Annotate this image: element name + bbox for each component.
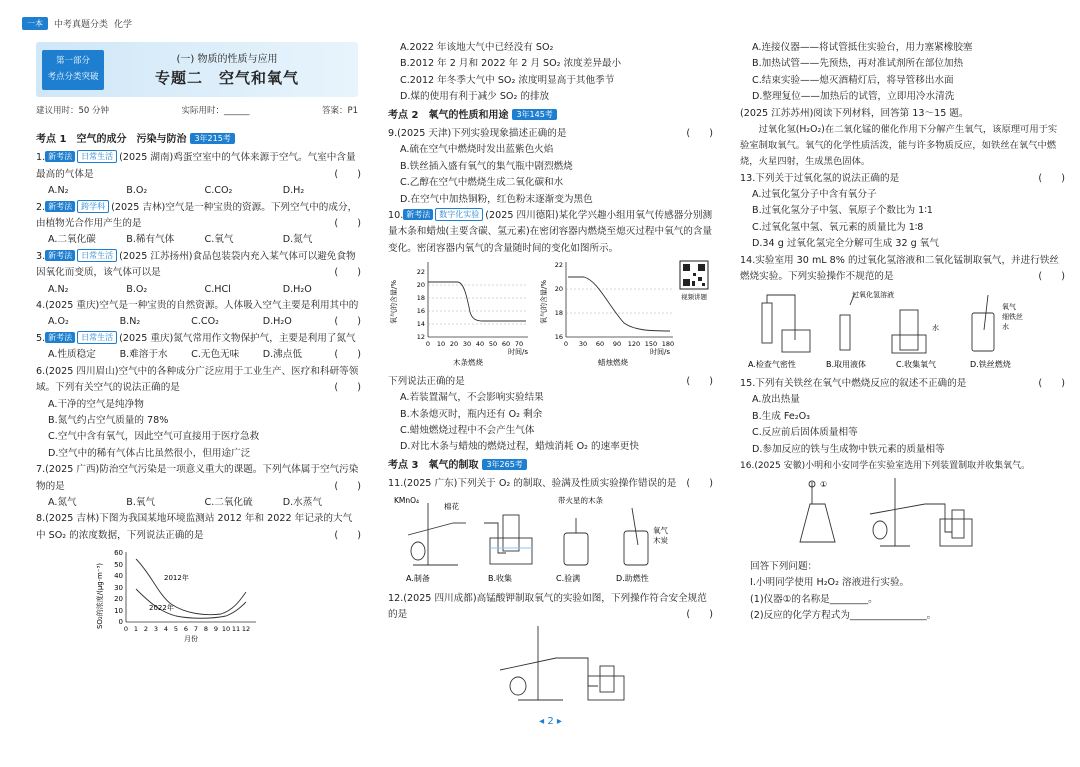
q4-opt-d: D.H₂O	[262, 316, 292, 328]
q11-label-cotton: 棉花	[444, 501, 459, 511]
q4-options	[36, 314, 334, 330]
q11-fig-c	[564, 518, 588, 565]
q12-apparatus	[388, 624, 713, 706]
q14-opt-a: A.检查气密性	[748, 360, 796, 370]
q10-c1-xtick: 10	[436, 340, 446, 349]
q11-answer-blank: ( )	[686, 478, 713, 490]
q10-figures	[388, 257, 713, 367]
q14-label-water2: 水	[1002, 323, 1009, 332]
q16-text: 16.(2025 安徽)小明和小安同学在实验室选用下列装置制取并收集氧气。	[740, 460, 1031, 471]
q6-opt-d: D.空气中的稀有气体占比虽然很小，但用途广泛	[48, 447, 251, 459]
q15-opt-c: C.反应前后固体质量相等	[752, 427, 858, 439]
reading-intro: (2025 江苏苏州)阅读下列材料，回答第 13～15 题。	[740, 107, 969, 119]
q10-c2-grid	[566, 289, 673, 313]
q15-opt-a: A.放出热量	[752, 394, 800, 406]
question-15	[740, 376, 1065, 392]
q10-opt-a: A.若装置漏气，不会影响实验结果	[400, 392, 544, 404]
q10-c1-grid	[428, 285, 528, 324]
q10-c2-ylabel: 氧气的含量/%	[540, 280, 548, 325]
q7-opt-a: A.氮气	[48, 496, 77, 508]
q8-opt-b: B.2012 年 2 月和 2022 年 2 月 SO₂ 浓度差异最小	[400, 58, 622, 70]
q10-c2-xtick: 180	[661, 340, 675, 349]
q11-opt-b: B.收集	[488, 573, 513, 583]
q10-opt-b: B.木条熄灭时，瓶内还有 O₂ 剩余	[400, 408, 543, 420]
q11-opt-c: C.验满	[556, 573, 581, 583]
q16-sub-2: (2)反应的化学方程式为________________。	[750, 609, 937, 621]
q3-answer-blank: ( )	[334, 267, 361, 279]
q11-opt-a: A.制备	[406, 573, 430, 583]
q7-options	[36, 495, 361, 511]
q8-xtick: 3	[153, 625, 159, 634]
q8-so2-chart	[96, 544, 266, 642]
q4-opt-b: B.N₂	[119, 316, 141, 328]
q3-opt-c: C.HCl	[204, 283, 231, 295]
q13-opt-c: C.过氧化氢中氢、氧元素的质量比为 1∶8	[752, 221, 924, 233]
section-k1	[36, 132, 361, 148]
q14-label-water: 水	[932, 324, 939, 333]
question-10	[388, 208, 713, 257]
q15-opt-b: B.生成 Fe₂O₃	[752, 410, 811, 422]
q8-ytick: 50	[114, 561, 123, 570]
section-k3-badge: 3年265考	[482, 459, 526, 470]
q8-ytick: 0	[118, 618, 123, 627]
q14-opt-c: C.收集氧气	[896, 360, 937, 370]
q8-ytick: 20	[114, 595, 123, 604]
q9-opt-d: D.在空气中加热铜粉，红色粉末逐渐变为黑色	[400, 193, 593, 205]
q2-opt-a: A.二氧化碳	[48, 234, 96, 246]
q10-c1-ylabel: 氧气的含量/%	[390, 280, 398, 325]
q3-num: 3.	[36, 250, 46, 262]
q15-opt-d: D.参加反应的铁与生成物中铁元素的质量相等	[752, 443, 945, 455]
q4-text: 4.(2025 重庆)空气是一种宝贵的自然资源。人体吸入空气主要是利用其中的	[36, 300, 359, 312]
page-number: ◂ 2 ▸	[539, 716, 562, 728]
q5-opt-b: B.难溶于水	[119, 349, 168, 361]
q5-options	[36, 347, 334, 363]
q2-opt-c: C.氧气	[204, 234, 234, 246]
q11-label-stick: 带火星的木条	[558, 495, 603, 505]
q10-ask: 下列说法正确的是	[388, 375, 465, 387]
q9-opt-c: C.乙醇在空气中燃烧生成二氧化碳和水	[400, 177, 564, 189]
qr-label: 视频讲题	[681, 293, 707, 302]
q13-opt-b: B.过氧化氢分子中氢、氧原子个数比为 1∶1	[752, 205, 933, 217]
q8-label-2012: 2012年	[164, 574, 189, 583]
q5-num: 5.	[36, 332, 46, 344]
chapter-header	[36, 42, 358, 97]
q10-c1-xtick: 20	[449, 340, 459, 349]
q10-opt-d: D.对比木条与蜡烛的燃烧过程，蜡烛消耗 O₂ 的速率更快	[400, 441, 639, 453]
q8-text: 8.(2025 吉林)下图为我国某地环境监测站 2012 年和 2022 年记录的大气中 SO₂ 的浓度数据，下列说法正确的是	[36, 513, 353, 541]
q10-c2-xtick: 90	[612, 340, 622, 349]
q2-answer-blank: ( )	[334, 218, 361, 230]
q3-opt-a: A.N₂	[48, 283, 69, 295]
chapter-subtitle: (一) 物质的性质与应用	[176, 54, 278, 65]
q11-opt-d: D.助燃性	[616, 573, 649, 583]
q10-answer-blank: ( )	[686, 375, 713, 387]
q5-opt-a: A.性质稳定	[48, 349, 96, 361]
reading-passage: 过氧化氢(H₂O₂)在二氧化锰的催化作用下分解产生氧气，该原理可用于实验室制取氧气。氧气的化学性质活泼，能与许多物质反应，如铁丝在氧气中燃烧，火星四射，生成黑色固体。	[740, 124, 1058, 168]
q10-c1-xtick: 70	[514, 340, 524, 349]
part-label-line1: 第一部分	[55, 56, 90, 66]
section-k1-badge: 3年215考	[190, 133, 234, 144]
q14-text: 14.实验室用 30 mL 8% 的过氧化氢溶液和二氧化锰制取氧气，并进行铁丝燃烧实验。下列实验操作不规范的是	[740, 254, 1060, 283]
q8-opt-d: D.煤的使用有利于减少 SO₂ 的排放	[400, 91, 550, 103]
question-14	[740, 253, 1065, 286]
q1-options	[36, 183, 361, 199]
question-13	[740, 171, 1065, 187]
question-1	[36, 150, 361, 183]
q8-ylabel: SO₂的浓度/(μg·m⁻³)	[96, 563, 104, 630]
q12-answer-blank: ( )	[686, 609, 713, 621]
q10-c2-ytick: 22	[554, 261, 563, 270]
q2-opt-b: B.稀有气体	[126, 234, 175, 246]
q3-tag-new: 新考法	[45, 250, 75, 261]
q7-opt-c: C.二氧化硫	[204, 496, 253, 508]
q12-opt-b: B.加热试管——先预热，再对准试剂所在部位加热	[752, 58, 964, 70]
q6-opt-b: B.氮气约占空气质量的 78%	[48, 414, 169, 426]
q11-label-charcoal: 木炭	[653, 535, 668, 545]
q1-tag-life: 日常生活	[77, 150, 117, 163]
q15-answer-blank: ( )	[1038, 377, 1065, 389]
q10-text: (2025 四川德阳)某化学兴趣小组用氧气传感器分别测量木条和蜡烛(主要含碳、氢元素)在密闭容器内燃烧至熄灭过程中氧气的含量变化。密闭容器内氧气的含量随时间的变化如图所示。	[388, 210, 713, 254]
q10-tag-digital: 数字化实验	[435, 208, 483, 221]
q10-c1-ytick: 22	[416, 268, 425, 277]
q3-opt-d: D.H₂O	[282, 283, 312, 295]
q14-label-o2: 氧气	[1002, 303, 1016, 312]
question-10-ask	[388, 374, 713, 390]
q10-opt-c: C.蜡烛燃烧过程中不会产生气体	[400, 424, 535, 436]
q10-c2-xtick: 30	[578, 340, 588, 349]
q10-c1-xlabel: 时间/s	[508, 348, 529, 357]
q10-c1-xtick: 0	[425, 340, 431, 349]
q13-text: 13.下列关于过氧化氢的说法正确的是	[740, 172, 900, 184]
subject-name: 化学	[114, 19, 133, 30]
q2-options	[36, 232, 361, 248]
q3-options	[36, 282, 361, 298]
column-2	[388, 40, 713, 731]
q10-c2-xtick: 0	[563, 340, 569, 349]
q8-xtick: 7	[193, 625, 199, 634]
q6-opt-c: C.空气中含有氧气，因此空气可直接用于医疗急救	[48, 431, 260, 443]
q3-opt-b: B.O₂	[126, 283, 148, 295]
q11-fig-b	[484, 515, 532, 564]
running-header	[22, 14, 132, 32]
q10-c1-ytick: 16	[416, 307, 425, 316]
q2-opt-d: D.氮气	[282, 234, 313, 246]
q10-c2-curve	[568, 277, 670, 331]
section-k3-title: 考点 3 氧气的制取	[388, 459, 479, 471]
q7-opt-d: D.水蒸气	[282, 496, 322, 508]
q10-c1-ytick: 18	[416, 294, 425, 303]
q10-tag-new: 新考法	[403, 209, 433, 220]
q7-answer-blank: ( )	[334, 480, 361, 492]
part-label-line2: 考点分类突破	[47, 72, 99, 82]
answer-ref: 答案：P1	[321, 106, 358, 116]
q5-tag-life: 日常生活	[77, 331, 117, 344]
q13-answer-blank: ( )	[1038, 172, 1065, 184]
section-k2	[388, 108, 713, 124]
q7-text: 7.(2025 广西)防治空气污染是一项意义重大的课题。下列气体属于空气污染物的是	[36, 464, 359, 492]
time-actual: 实际用时：______	[181, 106, 250, 116]
q6-text: 6.(2025 四川眉山)空气中的各种成分广泛应用于工业生产、医疗和科研等领域。下列有关空气的说法正确的是	[36, 365, 359, 394]
section-k3	[388, 458, 713, 474]
question-16	[740, 458, 1065, 474]
q10-c2-xlabel: 时间/s	[650, 348, 671, 357]
q5-opt-c: C.无色无味	[191, 349, 240, 361]
q16-sub-1: (1)仪器①的名称是________。	[750, 593, 878, 605]
time-meta	[36, 104, 358, 116]
q11-fig-d	[624, 508, 648, 565]
q10-c2-xtick: 60	[595, 340, 605, 349]
q8-opt-a: A.2022 年该地大气中已经没有 SO₂	[400, 42, 554, 53]
q9-text: 9.(2025 天津)下列实验现象描述正确的是	[388, 128, 567, 140]
q8-xtick: 1	[133, 625, 139, 634]
q13-opt-d: D.34 g 过氧化氢完全分解可生成 32 g 氧气	[752, 238, 939, 250]
section-k1-title: 考点 1 空气的成分 污染与防治	[36, 134, 187, 145]
section-k2-title: 考点 2 氧气的性质和用途	[388, 109, 509, 121]
q14-opt-d: D.铁丝燃烧	[970, 360, 1011, 370]
q7-opt-b: B.氧气	[126, 496, 156, 508]
q6-answer-blank: ( )	[334, 382, 361, 394]
question-12	[388, 591, 713, 624]
q1-text: (2025 湖南)鸡蛋空室中的气体来源于空气。气室中含量最高的气体是	[36, 152, 356, 180]
q10-c2-xtick: 150	[644, 340, 658, 349]
q14-label-wire: 细铁丝	[1002, 313, 1023, 322]
q12-opt-d: D.整理复位——加热后的试管，立即用冷水清洗	[752, 91, 955, 103]
brand-logo: 一本	[22, 17, 48, 30]
column-3	[740, 40, 1065, 624]
q14-apparatus	[740, 285, 1065, 369]
q16-part-i: Ⅰ.小明同学使用 H₂O₂ 溶液进行实验。	[750, 577, 910, 589]
q16-apparatus	[740, 474, 1065, 552]
q11-apparatus	[388, 493, 713, 585]
q8-ytick: 30	[114, 584, 123, 593]
q10-c2-xtick: 120	[627, 340, 641, 349]
q8-xtick: 9	[213, 625, 219, 634]
q3-text: (2025 江苏扬州)食品包装袋内充入某气体可以避免食物因氧化而变质，该气体可以是	[36, 250, 356, 279]
q3-tag-life: 日常生活	[77, 249, 117, 262]
q16-ask: 回答下列问题：	[750, 560, 818, 572]
q8-ytick: 60	[114, 549, 123, 558]
section-k2-badge: 3年145考	[512, 109, 556, 120]
q14-label-h2o2: 过氧化氢溶液	[852, 291, 894, 300]
time-suggest: 建议用时：50 分钟	[36, 106, 110, 116]
q10-c1-xtick: 30	[462, 340, 472, 349]
question-3	[36, 249, 361, 282]
q8-xticks	[124, 625, 250, 633]
chapter-title: 专题二 空气和氧气	[154, 69, 299, 87]
q5-text: (2025 重庆)氮气常用作文物保护气，主要是利用了氮气	[119, 332, 356, 344]
q8-xtick: 8	[203, 625, 209, 634]
q10-c1-xtick: 50	[488, 340, 498, 349]
column-1	[36, 130, 361, 649]
q8-opt-c: C.2012 年冬季大气中 SO₂ 浓度明显高于其他季节	[400, 74, 615, 86]
q10-c1-xtick: 40	[475, 340, 485, 349]
qr-code[interactable]	[680, 261, 708, 289]
q8-xtick: 0	[123, 625, 129, 634]
q10-c1-curve	[428, 282, 526, 321]
q14-opt-b: B.取用液体	[826, 360, 867, 370]
q12-opt-c: C.结束实验——熄灭酒精灯后，将导管移出水面	[752, 74, 954, 86]
q10-c1-ytick: 20	[416, 281, 425, 290]
q16-label-1: ①	[820, 480, 828, 490]
question-9	[388, 126, 713, 142]
q10-c2-ytick: 20	[554, 285, 563, 294]
q5-tag-new: 新考法	[45, 332, 75, 343]
q10-c1-ytick: 14	[416, 320, 425, 329]
series-name: 中考真题分类	[54, 19, 109, 30]
q2-tag-cross: 跨学科	[77, 200, 109, 213]
q8-answer-blank: ( )	[334, 529, 361, 541]
q11-label-o2: 氧气	[653, 525, 668, 535]
q5-opt-d: D.沸点低	[262, 349, 302, 361]
question-11	[388, 476, 713, 492]
q12-opt-a: A.连接仪器——将试管抵住实验台，用力塞紧橡胶塞	[752, 42, 973, 53]
q10-c2-caption: 蜡烛燃烧	[598, 358, 628, 368]
q1-tag-new: 新考法	[45, 151, 75, 162]
q8-xtick: 4	[163, 625, 169, 634]
q4-opt-c: C.CO₂	[191, 316, 220, 328]
q9-opt-a: A.硫在空气中燃烧时发出蓝紫色火焰	[400, 144, 554, 156]
q9-answer-blank: ( )	[686, 128, 713, 140]
q1-opt-c: C.CO₂	[204, 185, 233, 197]
q8-xtick: 12	[241, 625, 251, 634]
q2-num: 2.	[36, 201, 46, 213]
q8-ytick: 40	[114, 572, 123, 581]
q1-answer-blank: ( )	[334, 168, 361, 180]
q9-opt-b: B.铁丝插入盛有氧气的集气瓶中剧烈燃烧	[400, 160, 573, 172]
q11-text: 11.(2025 广东)下列关于 O₂ 的制取、验满及性质实验操作错误的是	[388, 478, 677, 490]
q10-c2-ytick: 16	[554, 333, 563, 342]
q5-answer-blank: ( )	[334, 349, 361, 361]
q1-opt-b: B.O₂	[126, 185, 148, 197]
q1-opt-a: A.N₂	[48, 185, 69, 197]
q11-fig-a	[408, 503, 466, 565]
q8-xtick: 11	[231, 625, 241, 634]
q1-num: 1.	[36, 152, 46, 164]
q8-label-2022: 2022年	[149, 604, 174, 613]
q2-text: (2025 吉林)空气是一种宝贵的资源。下列空气中的成分，由植物光合作用产生的是	[36, 201, 358, 230]
q6-opt-a: A.干净的空气是纯净物	[48, 398, 144, 410]
q4-opt-a: A.O₂	[48, 316, 69, 328]
q10-c2-ytick: 18	[554, 309, 563, 318]
q10-c1-ytick: 12	[416, 333, 425, 342]
q12-text: 12.(2025 四川成都)高锰酸钾制取氧气的实验如图，下列操作符合安全规范的是	[388, 592, 707, 621]
q1-opt-d: D.H₂	[282, 185, 305, 197]
q14-answer-blank: ( )	[1038, 271, 1065, 283]
q15-text: 15.下列有关铁丝在氧气中燃烧反应的叙述不正确的是	[740, 377, 967, 389]
q8-xtick: 10	[221, 625, 231, 634]
q10-c1-xtick: 60	[501, 340, 511, 349]
q10-num: 10.	[388, 210, 404, 222]
q4-answer-blank: ( )	[334, 316, 361, 328]
q8-xtick: 5	[173, 625, 179, 634]
q2-tag-new: 新考法	[45, 201, 75, 212]
question-6	[36, 364, 361, 397]
question-8	[36, 511, 361, 544]
q8-xtick: 6	[183, 625, 189, 634]
q11-label-kmno4: KMnO₄	[394, 495, 420, 505]
page-number-value: 2	[547, 716, 554, 728]
question-7	[36, 462, 361, 495]
question-2	[36, 200, 361, 233]
q10-c1-caption: 木条燃烧	[453, 358, 483, 368]
q8-ytick: 10	[114, 607, 123, 616]
q13-opt-a: A.过氧化氢分子中含有氧分子	[752, 189, 877, 201]
q8-xtick: 2	[143, 625, 149, 634]
q8-xlabel: 月份	[184, 635, 198, 643]
